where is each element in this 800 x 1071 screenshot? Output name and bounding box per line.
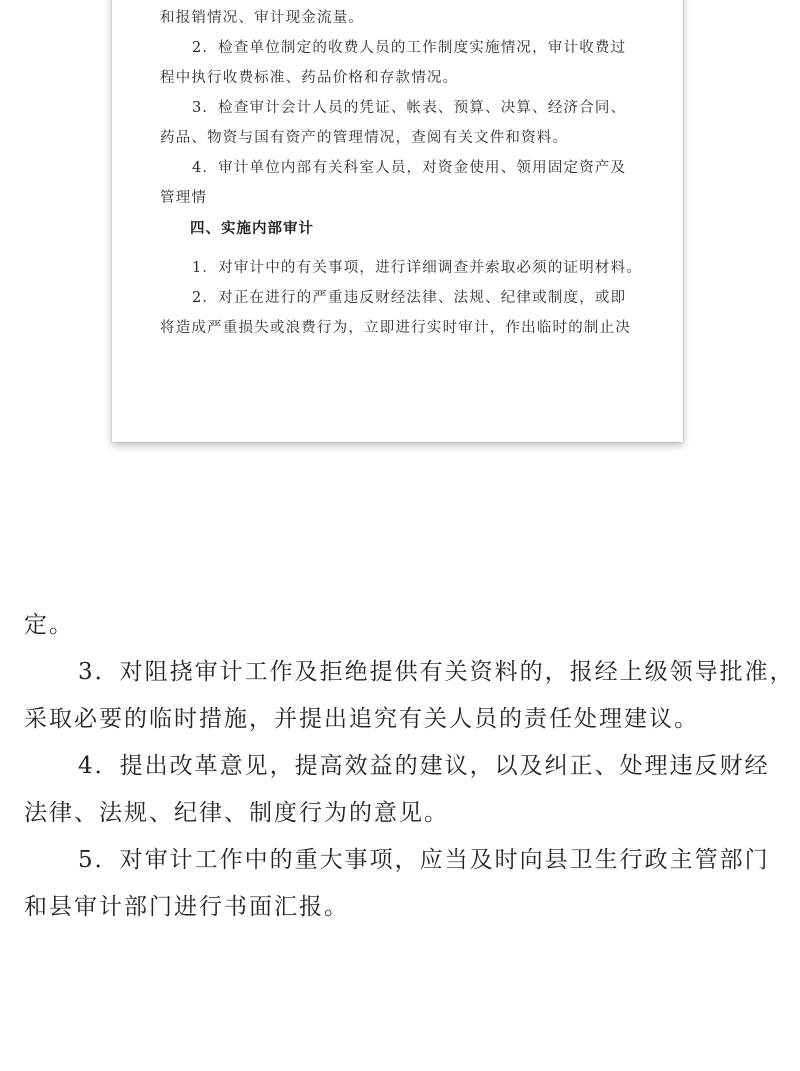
body-text-line: 4．提出改革意见，提高效益的建议，以及纠正、处理违反财经 [78, 753, 770, 779]
card-text-line: 和报销情况、审计现金流量。 [160, 10, 365, 26]
card-text-line: 4．审计单位内部有关科室人员，对资金使用、领用固定资产及 [192, 160, 627, 176]
body-text-line: 定。 [24, 612, 74, 638]
card-text-line: 程中执行收费标准、药品价格和存款情况。 [160, 70, 459, 86]
card-text-line: 2．对正在进行的严重违反财经法律、法规、纪律或制度，或即 [192, 290, 627, 306]
card-text-line: 2．检查单位制定的收费人员的工作制度实施情况，审计收费过 [192, 40, 627, 56]
body-text-line: 和县审计部门进行书面汇报。 [24, 894, 349, 920]
section-heading: 四、实施内部审计 [190, 221, 314, 237]
card-text-line: 将造成严重损失或浪费行为，立即进行实时审计，作出临时的制止决 [160, 320, 631, 336]
card-text-line: 1．对审计中的有关事项，进行详细调查并索取必须的证明材料。 [192, 260, 643, 276]
body-text-line: 采取必要的临时措施，并提出追究有关人员的责任处理建议。 [24, 706, 699, 732]
body-text-line: 3．对阻挠审计工作及拒绝提供有关资料的，报经上级领导批准， [78, 659, 795, 685]
card-text-line: 3．检查审计会计人员的凭证、帐表、预算、决算、经济合同、 [192, 100, 627, 116]
body-text-line: 法律、法规、纪律、制度行为的意见。 [24, 800, 449, 826]
card-text-line: 管理情 [160, 190, 208, 206]
card-text-line: 药品、物资与国有资产的管理情况，查阅有关文件和资料。 [160, 130, 569, 146]
document-page-preview [112, 0, 683, 442]
body-text-line: 5．对审计工作中的重大事项，应当及时向县卫生行政主管部门 [78, 847, 770, 873]
